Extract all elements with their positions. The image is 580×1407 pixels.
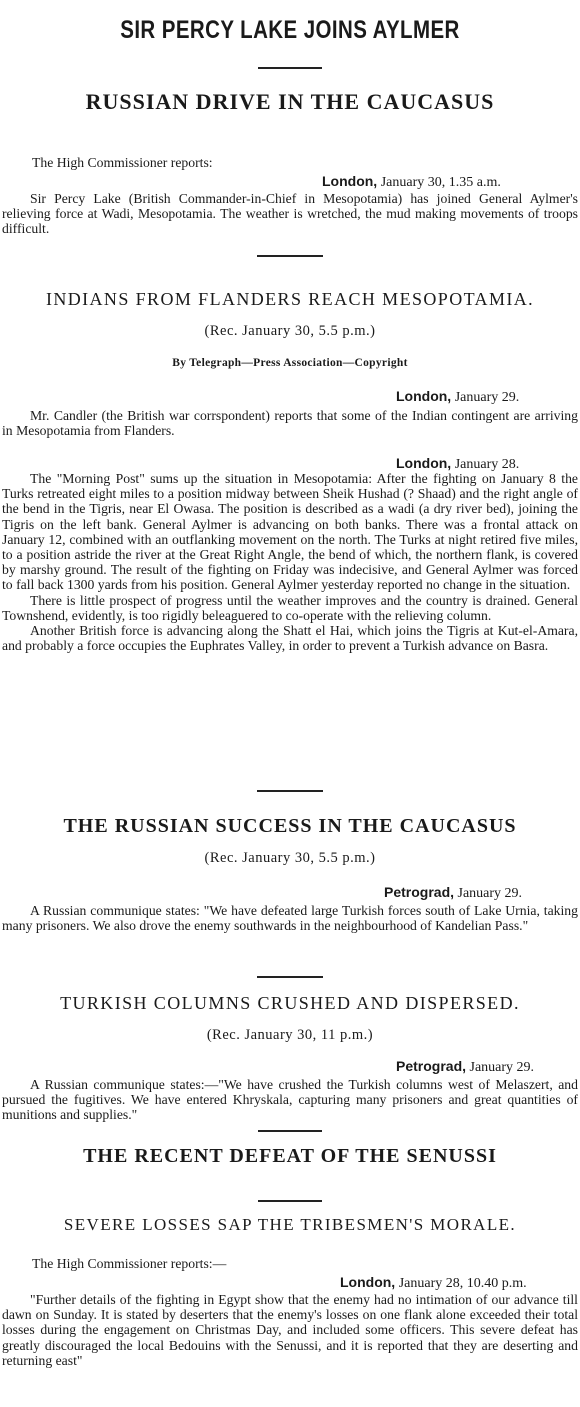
section2-credit: By Telegraph—Press Association—Copyright: [172, 357, 408, 369]
dateline-date: January 30, 1.35 a.m.: [380, 175, 501, 190]
section3-headline: THE RUSSIAN SUCCESS IN THE CAUCASUS: [63, 815, 517, 837]
paragraph: Another British force is advancing along the Shatt el Hai, which joins the Tigris at Kut-el-Amara, and probably a force occupies the Euphrates Valley, in order to prevent a Turkish advance on Basra.: [2, 623, 578, 654]
paragraph: Mr. Candler (the British war corrspondent) reports that some of the Indian contingent are arriving in Mesopotamia from Flanders.: [2, 408, 578, 439]
dateline-place: Petrograd,: [396, 1058, 467, 1074]
divider-rule: [258, 1200, 322, 1202]
divider-rule: [258, 67, 322, 69]
dateline-place: London,: [396, 388, 452, 404]
section2-received: (Rec. January 30, 5.5 p.m.): [204, 323, 376, 339]
divider-rule: [257, 255, 323, 257]
section1-body: [2, 191, 578, 237]
section2-dateline1: [396, 388, 519, 406]
divider-rule: [258, 1130, 322, 1132]
dateline-date: January 28, 10.40 p.m.: [398, 1276, 527, 1291]
divider-rule: [257, 976, 323, 978]
section5-body: [2, 1292, 578, 1368]
dateline-place: Petrograd,: [384, 884, 455, 900]
dateline-place: London,: [340, 1274, 396, 1290]
section4-headline: TURKISH COLUMNS CRUSHED AND DISPERSED.: [60, 993, 520, 1013]
section3-received: (Rec. January 30, 5.5 p.m.): [204, 850, 376, 866]
divider-rule: [257, 790, 323, 792]
section3-body: [2, 903, 578, 933]
section2-headline: INDIANS FROM FLANDERS REACH MESOPOTAMIA.: [45, 289, 535, 309]
paragraph: "Further details of the fighting in Egypt show that the enemy had no intimation of our advance till dawn on Sunday. It is stated by deserters that the enemy's losses on one flank alone exceeded their total losses during the engagement on Christmas Day, and included some officers. This severe defeat has greatly discouraged the local Bedouins with the Senussi, and it is reported that they are deserting and returning east": [2, 1292, 578, 1368]
main-subheadline: RUSSIAN DRIVE IN THE CAUCASUS: [85, 89, 495, 114]
dateline-date: January 29.: [469, 1060, 535, 1075]
paragraph: A Russian communique states:—"We have crushed the Turkish columns west of Melaszert, and pursued the fugitives. We have entered Khryskala, capturing many prisoners and great quantities of munitions and supplies.": [2, 1077, 578, 1123]
section1-intro: The High Commissioner reports:: [32, 155, 213, 170]
section2-paragraph1: [2, 408, 578, 438]
dateline-date: January 28.: [454, 457, 520, 472]
section5-headline: THE RECENT DEFEAT OF THE SENUSSI: [83, 1145, 497, 1167]
paragraph: Sir Percy Lake (British Commander-in-Chief in Mesopotamia) has joined General Aylmer's relieving force at Wadi, Mesopotamia. The weather is wretched, the mud making movements of troops difficult.: [2, 191, 578, 237]
section2-body: [2, 471, 578, 653]
dateline-place: London,: [322, 173, 378, 189]
section4-received: (Rec. January 30, 11 p.m.): [206, 1027, 374, 1043]
section4-body: [2, 1077, 578, 1123]
section1-dateline: [322, 173, 501, 191]
section5-dateline: [340, 1274, 527, 1292]
section5-intro: The High Commissioner reports:—: [32, 1256, 227, 1271]
section5-subheadline: SEVERE LOSSES SAP THE TRIBESMEN'S MORALE.: [63, 1215, 517, 1234]
section3-dateline: [384, 884, 522, 902]
dateline-date: January 29.: [457, 886, 523, 901]
dateline-date: January 29.: [454, 390, 520, 405]
dateline-place: London,: [396, 455, 452, 471]
paragraph: The "Morning Post" sums up the situation in Mesopotamia: After the fighting on January 8 the Turks retreated eight miles to a position midway between Sheik Hushad (? Shaad) and the right angle of the bend in the Tigris, near El Owasa. The position is described as a wadi (a dry river bed), joining the Tigris on the left bank. General Aylmer is advancing on both banks. There was a frontal attack on January 12, combined with an outflanking movement on the north. The Turks at night retired five miles, to a position astride the river at the Great Right Angle, the bend of which, the northern flank, is covered by marshy ground. The result of the fighting on Friday was indecisive, and General Aylmer was forced to fall back 1300 yards from his position. General Aylmer yesterday reported no change in the situation.: [2, 471, 578, 593]
section4-dateline: [396, 1058, 534, 1076]
paragraph: There is little prospect of progress until the weather improves and the country is drained. General Townshend, evidently, is too rigidly beleaguered to co-operate with the relieving column.: [2, 592, 578, 623]
paragraph: A Russian communique states: "We have defeated large Turkish forces south of Lake Urnia, taking many prisoners. We also drove the enemy southwards in the neighbourhood of Kandelian Pass.": [2, 903, 578, 934]
main-headline: SIR PERCY LAKE JOINS AYLMER: [120, 16, 460, 44]
